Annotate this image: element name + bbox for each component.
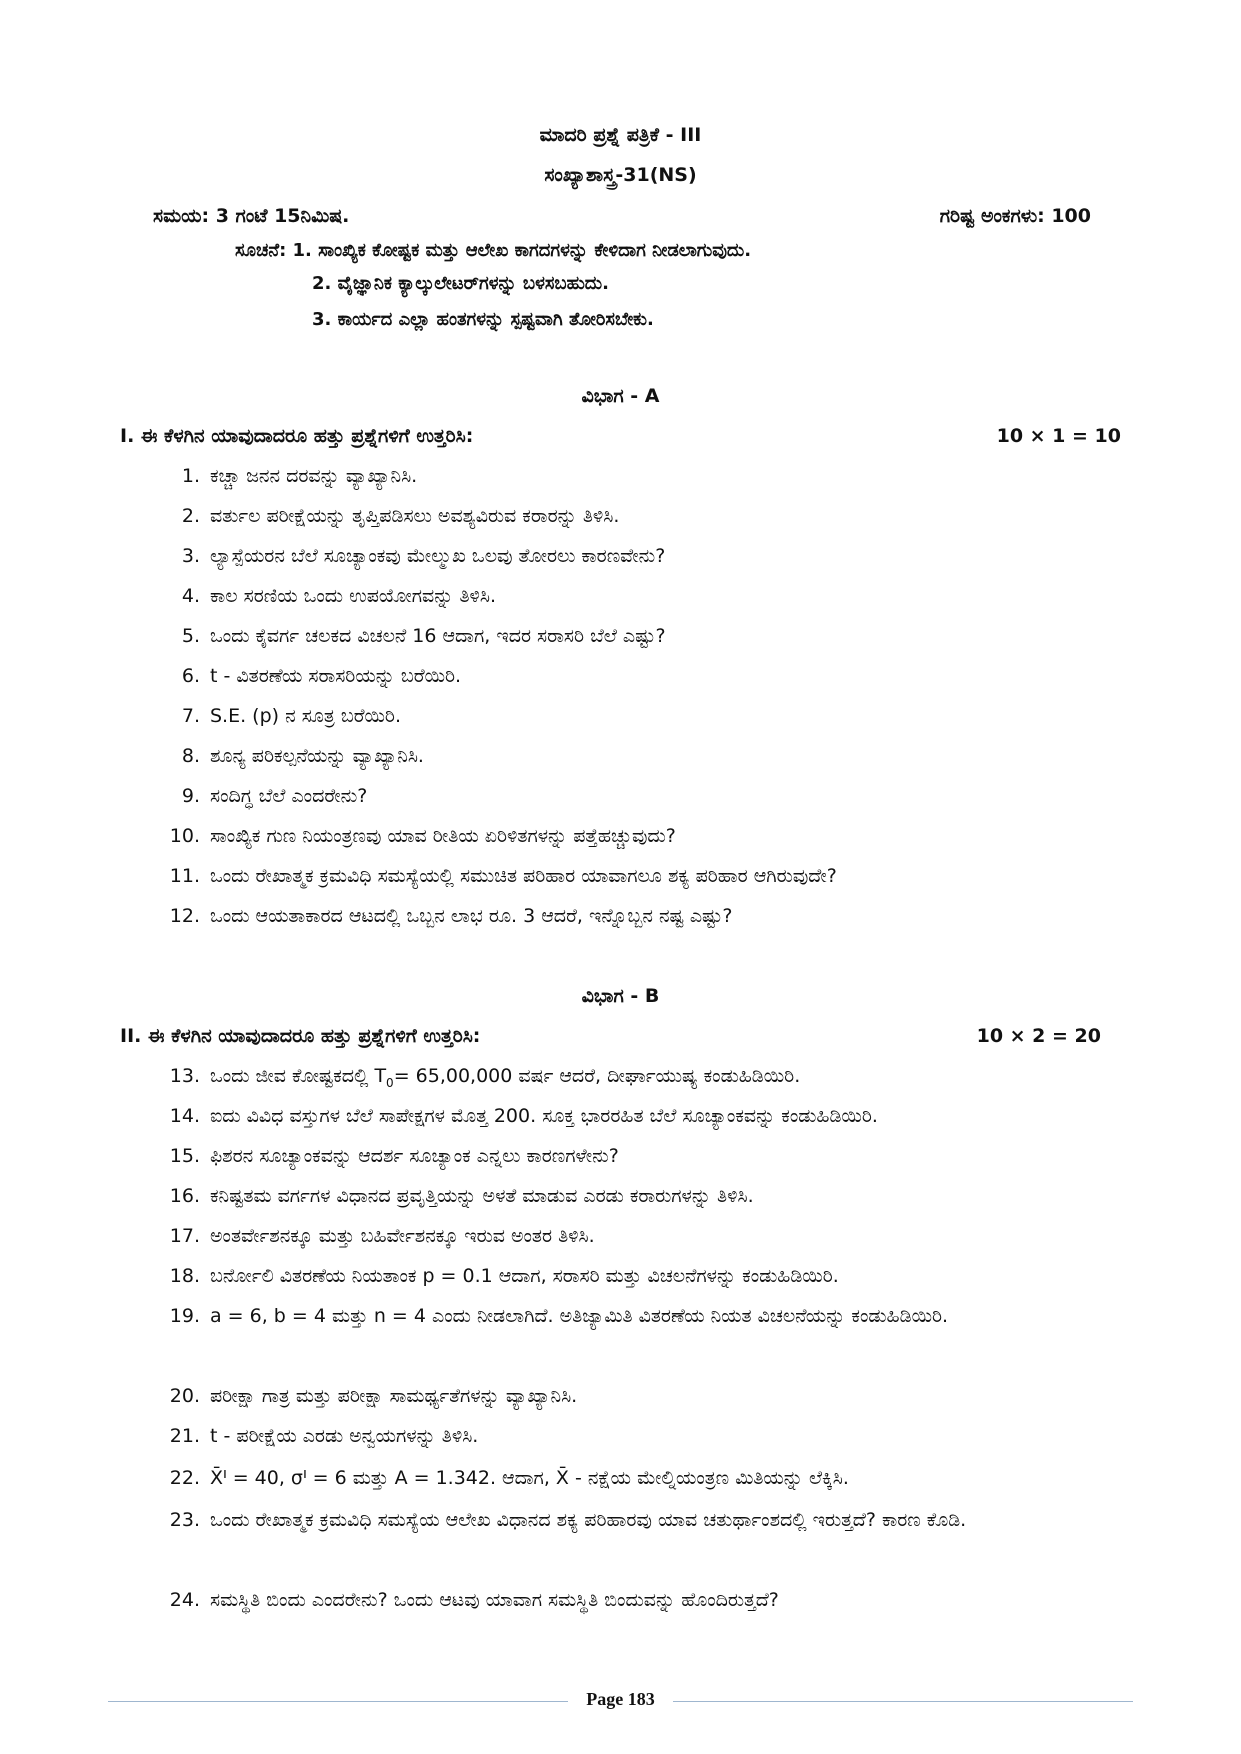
- section-b-marks: 10 × 2 = 20: [976, 1025, 1101, 1047]
- question-3: [160, 536, 1135, 576]
- instruction-3: 3. ಕಾರ್ಯದ ಎಲ್ಲಾ ಹಂತಗಳನ್ನು ಸ್ಪಷ್ಟವಾಗಿ ತೋರಿಸಬೇಕು.: [312, 309, 654, 330]
- question-21: [160, 1416, 1135, 1456]
- question-8: [160, 736, 1135, 776]
- question-number: 14.: [169, 1105, 200, 1127]
- question-number: 7.: [181, 705, 200, 727]
- subject-title: ಸಂಖ್ಯಾಶಾಸ್ತ್ರ-31(NS): [544, 164, 697, 186]
- question-number: 15.: [169, 1145, 200, 1167]
- question-number: 23.: [169, 1509, 200, 1531]
- question-4: [160, 576, 1135, 616]
- question-number: 3.: [181, 545, 200, 567]
- section-a-instruction: I. ಈ ಕೆಳಗಿನ ಯಾವುದಾದರೂ ಹತ್ತು ಪ್ರಶ್ನೆಗಳಿಗೆ ಉತ್ತರಿಸಿ:: [120, 425, 474, 447]
- max-marks: ಗರಿಷ್ಟ ಅಂಕಗಳು: 100: [939, 205, 1091, 227]
- question-text: ಐದು ವಿವಿಧ ವಸ್ತುಗಳ ಬೆಲೆ ಸಾಪೇಕ್ಷಗಳ ಮೊತ್ತ 200. ಸೂಕ್ತ ಭಾರರಹಿತ ಬೆಲೆ ಸೂಚ್ಯಾಂಕವನ್ನು ಕಂಡುಹಿಡಿಯಿರಿ.: [210, 1105, 878, 1127]
- question-number: 8.: [181, 745, 200, 767]
- instruction-1: ಸೂಚನೆ: 1. ಸಾಂಖ್ಯಿಕ ಕೋಷ್ಟಕ ಮತ್ತು ಆಲೇಖ ಕಾಗದಗಳನ್ನು ಕೇಳಿದಾಗ ನೀಡಲಾಗುವುದು.: [235, 240, 752, 261]
- question-11: [160, 856, 1135, 896]
- question-text: ಸಾಂಖ್ಯಿಕ ಗುಣ ನಿಯಂತ್ರಣವು ಯಾವ ರೀತಿಯ ಏರಿಳಿತಗಳನ್ನು ಪತ್ತೆಹಚ್ಚುವುದು?: [210, 825, 676, 847]
- question-15: [160, 1136, 1135, 1176]
- question-number: 10.: [169, 825, 200, 847]
- question-19: [160, 1298, 1135, 1334]
- question-text-part: ಒಂದು ಜೀವ ಕೋಷ್ಟಕದಲ್ಲಿ T: [210, 1065, 387, 1087]
- question-text: ಫಿಶರನ ಸೂಚ್ಯಾಂಕವನ್ನು ಆದರ್ಶ ಸೂಚ್ಯಾಂಕ ಎನ್ನಲು ಕಾರಣಗಳೇನು?: [210, 1145, 619, 1167]
- question-10: [160, 816, 1135, 856]
- question-text: t - ಪರೀಕ್ಷೆಯ ಎರಡು ಅನ್ವಯಗಳನ್ನು ತಿಳಿಸಿ.: [210, 1425, 479, 1447]
- question-text: ಕಚ್ಚಾ ಜನನ ದರವನ್ನು ವ್ಯಾಖ್ಯಾನಿಸಿ.: [210, 465, 418, 487]
- question-12: [160, 896, 1135, 936]
- footer-rule-right: [673, 1701, 1133, 1702]
- question-number: 12.: [169, 905, 200, 927]
- question-23: [160, 1502, 1135, 1538]
- footer-rule-left: [108, 1701, 568, 1702]
- question-text: S.E. (p) ನ ಸೂತ್ರ ಬರೆಯಿರಿ.: [210, 705, 401, 727]
- question-text-part: = 65,00,000 ವರ್ಷ ಆದರೆ, ದೀರ್ಘಾಯುಷ್ಯ ಕಂಡುಹಿಡಿಯಿರಿ.: [393, 1065, 801, 1087]
- question-text: [210, 1065, 801, 1090]
- question-text: ಒಂದು ರೇಖಾತ್ಮಕ ಕ್ರಮವಿಧಿ ಸಮಸ್ಯೆಯಲ್ಲಿ ಸಮುಚಿತ ಪರಿಹಾರ ಯಾವಾಗಲೂ ಶಕ್ಯ ಪರಿಹಾರ ಆಗಿರುವುದೇ?: [210, 865, 837, 887]
- question-text: ವರ್ತುಲ ಪರೀಕ್ಷೆಯನ್ನು ತೃಪ್ತಿಪಡಿಸಲು ಅವಶ್ಯವಿರುವ ಕರಾರನ್ನು ತಿಳಿಸಿ.: [210, 505, 620, 527]
- section-a-marks: 10 × 1 = 10: [996, 425, 1121, 447]
- question-text: ಸಂದಿಗ್ಧ ಬೆಲೆ ಎಂದರೇನು?: [210, 785, 368, 807]
- section-a-heading: ವಿಭಾಗ - A: [581, 385, 660, 407]
- question-24: [160, 1580, 1135, 1620]
- question-text: ಕಾಲ ಸರಣಿಯ ಒಂದು ಉಪಯೋಗವನ್ನು ತಿಳಿಸಿ.: [210, 585, 496, 607]
- paper-title: ಮಾದರಿ ಪ್ರಶ್ನೆ ಪತ್ರಿಕೆ - III: [539, 124, 702, 146]
- question-16: [160, 1176, 1135, 1216]
- question-18: [160, 1256, 1135, 1296]
- question-number: 13.: [169, 1065, 200, 1087]
- question-text: X̄ᑊ = 40, σᑊ = 6 ಮತ್ತು A = 1.342. ಆದಾಗ, X̄ - ನಕ್ಷೆಯ ಮೇಲ್ನಿಯಂತ್ರಣ ಮಿತಿಯನ್ನು ಲೆಕ್ಕಿಸಿ.: [210, 1467, 849, 1489]
- question-number: 24.: [169, 1589, 200, 1611]
- question-5: [160, 616, 1135, 656]
- question-text: a = 6, b = 4 ಮತ್ತು n = 4 ಎಂದು ನೀಡಲಾಗಿದೆ. ಅತಿಜ್ಯಾಮಿತಿ ವಿತರಣೆಯ ನಿಯತ ವಿಚಲನೆಯನ್ನು ಕಂಡುಹಿಡಿಯಿರಿ.: [210, 1305, 949, 1327]
- question-20: [160, 1376, 1135, 1416]
- question-text: ಒಂದು ಆಯತಾಕಾರದ ಆಟದಲ್ಲಿ ಒಬ್ಬನ ಲಾಭ ರೂ. 3 ಆದರೆ, ಇನ್ನೊಬ್ಬನ ನಷ್ಟ ಎಷ್ಟು?: [210, 905, 733, 927]
- question-text: ಬರ್ನೋಲಿ ವಿತರಣೆಯ ನಿಯತಾಂಕ p = 0.1 ಆದಾಗ, ಸರಾಸರಿ ಮತ್ತು ವಿಚಲನೆಗಳನ್ನು ಕಂಡುಹಿಡಿಯಿರಿ.: [210, 1265, 839, 1287]
- question-text: ಪರೀಕ್ಷಾ ಗಾತ್ರ ಮತ್ತು ಪರೀಕ್ಷಾ ಸಾಮರ್ಥ್ಯತೆಗಳನ್ನು ವ್ಯಾಖ್ಯಾನಿಸಿ.: [210, 1385, 578, 1407]
- question-text: t - ವಿತರಣೆಯ ಸರಾಸರಿಯನ್ನು ಬರೆಯಿರಿ.: [210, 665, 462, 687]
- question-22: [160, 1458, 1135, 1498]
- question-text: ಕನಿಷ್ಟತಮ ವರ್ಗಗಳ ವಿಧಾನದ ಪ್ರವೃತ್ತಿಯನ್ನು ಅಳತೆ ಮಾಡುವ ಎರಡು ಕರಾರುಗಳನ್ನು ತಿಳಿಸಿ.: [210, 1185, 754, 1207]
- instruction-2: 2. ವೈಜ್ಞಾನಿಕ ಕ್ಯಾಲ್ಕುಲೇಟರ್‌ಗಳನ್ನು ಬಳಸಬಹುದು.: [312, 273, 609, 294]
- question-number: 11.: [169, 865, 200, 887]
- question-number: 21.: [169, 1425, 200, 1447]
- section-b-heading: ವಿಭಾಗ - B: [581, 985, 660, 1007]
- question-number: 1.: [181, 465, 200, 487]
- question-text: ಒಂದು ಕೈವರ್ಗ ಚಲಕದ ವಿಚಲನೆ 16 ಆದಾಗ, ಇದರ ಸರಾಸರಿ ಬೆಲೆ ಎಷ್ಟು?: [210, 625, 666, 647]
- question-number: 17.: [169, 1225, 200, 1247]
- question-7: [160, 696, 1135, 736]
- subscript: 0: [386, 1075, 394, 1090]
- question-6: [160, 656, 1135, 696]
- question-number: 6.: [181, 665, 200, 687]
- section-b-instruction: II. ಈ ಕೆಳಗಿನ ಯಾವುದಾದರೂ ಹತ್ತು ಪ್ರಶ್ನೆಗಳಿಗೆ ಉತ್ತರಿಸಿ:: [120, 1025, 481, 1047]
- question-number: 16.: [169, 1185, 200, 1207]
- question-9: [160, 776, 1135, 816]
- page-number: Page 183: [586, 1689, 655, 1709]
- time-allowed: ಸಮಯ: 3 ಗಂಟೆ 15ನಿಮಿಷ.: [153, 205, 350, 227]
- question-number: 9.: [181, 785, 200, 807]
- question-1: [160, 456, 1135, 496]
- question-text: ಒಂದು ರೇಖಾತ್ಮಕ ಕ್ರಮವಿಧಿ ಸಮಸ್ಯೆಯ ಆಲೇಖ ವಿಧಾನದ ಶಕ್ಯ ಪರಿಹಾರವು ಯಾವ ಚತುರ್ಥಾಂಶದಲ್ಲಿ ಇರುತ್ತದೆ? ಕಾರಣ ಕೊಡಿ.: [210, 1509, 967, 1531]
- question-number: 2.: [181, 505, 200, 527]
- question-text: ಅಂತರ್ವೇಶನಕ್ಕೂ ಮತ್ತು ಬಹಿರ್ವೇಶನಕ್ಕೂ ಇರುವ ಅಂತರ ತಿಳಿಸಿ.: [210, 1225, 595, 1247]
- question-number: 20.: [169, 1385, 200, 1407]
- question-number: 22.: [169, 1467, 200, 1489]
- question-number: 18.: [169, 1265, 200, 1287]
- question-text: ಶೂನ್ಯ ಪರಿಕಲ್ಪನೆಯನ್ನು ವ್ಯಾಖ್ಯಾನಿಸಿ.: [210, 745, 424, 767]
- question-14: [160, 1096, 1135, 1136]
- question-2: [160, 496, 1135, 536]
- question-text: ಲ್ಯಾಸ್ಪೆಯರನ ಬೆಲೆ ಸೂಚ್ಯಾಂಕವು ಮೇಲ್ಮುಖ ಒಲವು ತೋರಲು ಕಾರಣವೇನು?: [210, 545, 666, 567]
- question-number: 19.: [169, 1305, 200, 1327]
- question-text: ಸಮಸ್ಥಿತಿ ಬಿಂದು ಎಂದರೇನು? ಒಂದು ಆಟವು ಯಾವಾಗ ಸಮಸ್ಥಿತಿ ಬಿಂದುವನ್ನು ಹೊಂದಿರುತ್ತದೆ?: [210, 1589, 779, 1611]
- question-17: [160, 1216, 1135, 1256]
- question-number: 4.: [181, 585, 200, 607]
- question-number: 5.: [181, 625, 200, 647]
